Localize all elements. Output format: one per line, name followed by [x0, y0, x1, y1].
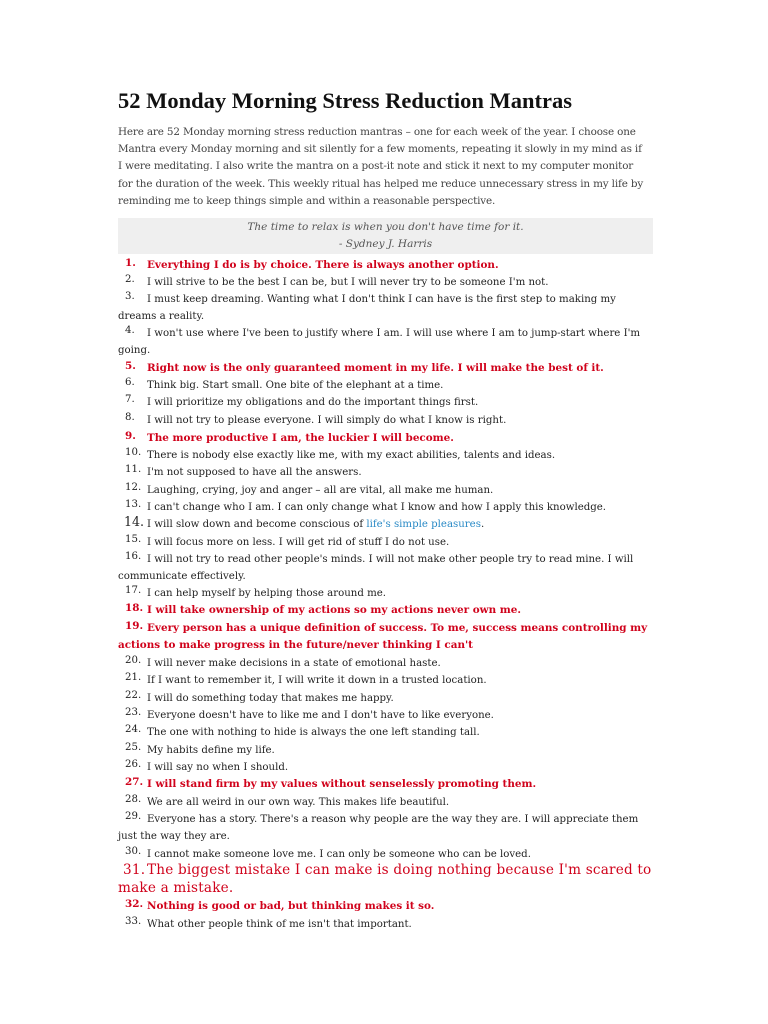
item-text: Nothing is good or bad, but thinking makes it so. [147, 900, 435, 912]
list-item [118, 846, 653, 863]
quote-text: The time to relax is when you don't have time for it. [247, 221, 524, 233]
item-number: 29. [125, 811, 142, 822]
list-item [118, 394, 653, 411]
list-item [118, 274, 653, 291]
item-number: 3. [125, 291, 135, 302]
list-item [118, 690, 653, 707]
item-text: If I want to remember it, I will write it down in a trusted location. [147, 675, 487, 686]
item-number: 14. [124, 514, 145, 529]
item-number: 20. [125, 655, 142, 666]
list-item [118, 742, 653, 759]
item-number: 7. [125, 394, 135, 405]
item-text: I will say no when I should. [147, 762, 289, 773]
intro-paragraph: Here are 52 Monday morning stress reduction mantras – one for each week of the year. I choose one Mantra every Monday morning and sit silently for a few moments, repeating it slowly in my mind as if I were meditating. I also write the mantra on a post-it note and stick it next to my computer monitor for the duration of the week. This weekly ritual has helped me reduce unnecessary stress in my life by reminding me to keep things simple and within a reasonable perspective. [118, 126, 644, 207]
item-text-end: . [480, 519, 485, 530]
item-text: I cannot make someone love me. I can only be someone who can be loved. [147, 849, 531, 860]
item-number: 6. [125, 377, 135, 388]
item-number: 1. [125, 257, 136, 269]
item-text [118, 516, 653, 533]
item-text: I will do something today that makes me happy. [147, 693, 394, 704]
item-text: Laughing, crying, joy and anger – all are vital, all make me human. [147, 485, 494, 496]
item-number: 13. [125, 499, 142, 510]
item-text: I will focus more on less. I will get rid of stuff I do not use. [147, 537, 450, 548]
list-item [118, 776, 653, 793]
item-number: 16. [125, 551, 142, 562]
list-item [118, 672, 653, 689]
list-item [118, 862, 653, 897]
item-number: 24. [125, 724, 142, 735]
item-text: The biggest mistake I can make is doing nothing because I'm scared to make a mistake. [118, 862, 652, 896]
item-text: I won't use where I've been to justify where I am. I will use where I am to jump-start where I'm going. [118, 328, 641, 357]
quote-block [118, 218, 653, 254]
item-text: What other people think of me isn't that important. [147, 919, 412, 930]
list-item [118, 898, 653, 915]
item-number: 8. [125, 412, 135, 423]
item-number: 23. [125, 707, 142, 718]
item-number: 19. [125, 620, 144, 632]
item-number: 5. [125, 360, 136, 372]
page-title: 52 Monday Morning Stress Reduction Mantras [118, 88, 572, 113]
list-item [118, 794, 653, 811]
list-item [118, 499, 653, 516]
life-simple-pleasures-link[interactable]: life's simple pleasures [366, 519, 481, 530]
list-item [118, 430, 653, 447]
quote-author: - Sydney J. Harris [338, 238, 433, 250]
item-text: Every person has a unique definition of success. To me, success means controlling my actions to make progress in the future/never thinking I can't [118, 622, 648, 652]
list-item [118, 759, 653, 776]
item-text-start: I will slow down and become conscious of [147, 519, 367, 530]
item-text: I can help myself by helping those around me. [147, 588, 387, 599]
list-item [118, 724, 653, 741]
item-number: 27. [125, 776, 144, 788]
list-item [118, 602, 653, 619]
item-number: 30. [125, 846, 142, 857]
item-text: Everyone has a story. There's a reason why people are the way they are. I will appreciate them just the way they are. [118, 814, 639, 843]
item-text: Right now is the only guaranteed moment in my life. I will make the best of it. [147, 362, 604, 374]
item-text: I will take ownership of my actions so my actions never own me. [147, 604, 521, 616]
list-item [118, 551, 653, 586]
item-number: 32. [125, 898, 144, 910]
list-item [118, 291, 653, 326]
list-item [118, 585, 653, 602]
item-number: 33. [125, 916, 142, 927]
item-number: 17. [125, 585, 142, 596]
list-item [118, 516, 653, 533]
item-number: 18. [125, 602, 144, 614]
list-item [118, 325, 653, 360]
item-text: My habits define my life. [147, 745, 275, 756]
item-number: 28. [125, 794, 142, 805]
list-item [118, 620, 653, 655]
list-item [118, 257, 653, 274]
item-text: Everything I do is by choice. There is always another option. [147, 259, 499, 271]
list-item [118, 916, 653, 933]
list-item [118, 655, 653, 672]
item-text: I will not try to please everyone. I will simply do what I know is right. [147, 415, 507, 426]
item-text: The one with nothing to hide is always the one left standing tall. [147, 727, 480, 738]
list-item [118, 707, 653, 724]
list-item [118, 482, 653, 499]
item-number: 9. [125, 430, 136, 442]
item-number: 22. [125, 690, 142, 701]
item-number: 11. [125, 464, 142, 475]
item-number: 25. [125, 742, 142, 753]
item-text: I will never make decisions in a state of emotional haste. [147, 658, 441, 669]
list-item [118, 534, 653, 551]
item-text: I must keep dreaming. Wanting what I don't think I can have is the first step to making my dreams a reality. [118, 294, 616, 323]
list-item [118, 360, 653, 377]
item-number: 4. [125, 325, 135, 336]
item-number: 10. [125, 447, 142, 458]
item-number: 12. [125, 482, 142, 493]
list-item [118, 464, 653, 481]
item-text: I can't change who I am. I can only change what I know and how I apply this knowledge. [147, 502, 607, 513]
item-number: 15. [125, 534, 142, 545]
item-text: I will strive to be the best I can be, but I will never try to be someone I'm not. [147, 277, 549, 288]
list-item [118, 412, 653, 429]
item-number: 26. [125, 759, 142, 770]
item-text: I will not try to read other people's minds. I will not make other people try to read mine. I will communicate effectively. [118, 554, 634, 583]
item-text: Think big. Start small. One bite of the elephant at a time. [147, 380, 444, 391]
list-item [118, 811, 653, 846]
item-text: I will stand firm by my values without senselessly promoting them. [147, 778, 537, 790]
list-item [118, 447, 653, 464]
item-number: 31. [123, 862, 146, 878]
item-text: I will prioritize my obligations and do the important things first. [147, 397, 479, 408]
item-text: We are all weird in our own way. This makes life beautiful. [147, 797, 450, 808]
list-item [118, 377, 653, 394]
item-text: The more productive I am, the luckier I will become. [147, 432, 454, 444]
item-number: 21. [125, 672, 142, 683]
item-text: I'm not supposed to have all the answers. [147, 467, 362, 478]
item-number: 2. [125, 274, 135, 285]
item-text: Everyone doesn't have to like me and I don't have to like everyone. [147, 710, 494, 721]
item-text: There is nobody else exactly like me, with my exact abilities, talents and ideas. [147, 450, 556, 461]
